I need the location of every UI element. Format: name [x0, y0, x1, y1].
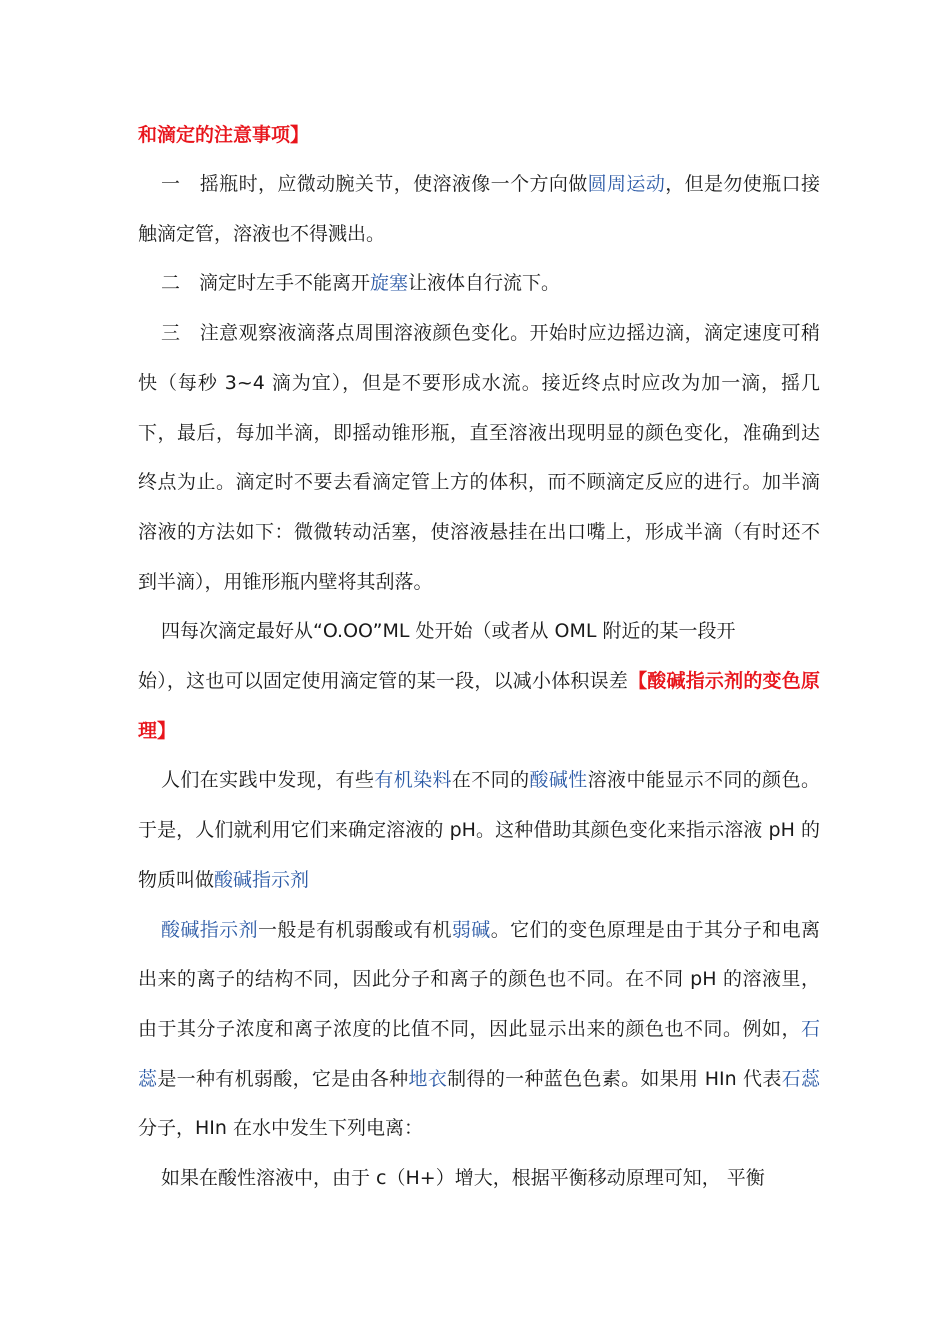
paragraph-2-text-b: 让液体自行流下。: [408, 272, 561, 295]
paragraph-3: 三 注意观察液滴落点周围溶液颜色变化。开始时应边摇边滴，滴定速度可稍快（每秒 3~4 滴为宜），但是不要形成水流。接近终点时应改为加一滴，摇几下，最后，每加半滴，即摇动锥形瓶，直至溶液出现明显的颜色变化，准确到达终点为止。滴定时不要去看滴定管上方的体积，而不顾滴定反应的进行。加半滴溶液的方法如下：微微转动活塞，使溶液悬挂在出口嘴上，形成半滴（有时还不到半滴），用锥形瓶内壁将其刮落。: [138, 322, 820, 593]
paragraph-6-text-d: 制得的一种蓝色色素。如果用 HIn 代表: [447, 1067, 782, 1090]
paragraph-7: 如果在酸性溶液中，由于 c（H+）增大，根据平衡移动原理可知， 平衡: [161, 1167, 765, 1190]
section-heading-titration-notes: 和滴定的注意事项】: [138, 124, 310, 146]
paragraph-4: [138, 657, 820, 756]
link-acid-base-indicator[interactable]: 酸碱指示剂: [214, 868, 310, 891]
paragraph-1-text-b: ，但是勿使瓶口接触滴定管，溶液也不得溅出。: [138, 173, 820, 245]
paragraph-5-text-c: 溶液中能显示不同的颜色。于是，人们就利用它们来确定溶液的 pH。这种借助其颜色变化来指示溶液 pH 的物质叫做: [138, 769, 820, 891]
paragraph-5-text-b: 在不同的: [451, 769, 530, 792]
paragraph-6: [138, 906, 820, 1155]
paragraph-2-text-a: 二 滴定时左手不能离开: [161, 272, 371, 295]
paragraph-5-text-a: 人们在实践中发现，有些: [161, 769, 375, 792]
link-acid-base-indicator-2[interactable]: 酸碱指示剂: [161, 918, 258, 941]
document-page: [138, 110, 820, 1204]
paragraph-6-text-e: 分子，HIn 在水中发生下列电离：: [138, 1117, 423, 1140]
link-lichen[interactable]: 地衣: [408, 1067, 448, 1090]
link-circular-motion[interactable]: 圆周运动: [587, 173, 666, 195]
link-litmus[interactable]: 石蕊: [138, 1017, 820, 1090]
link-litmus-2[interactable]: 石蕊: [781, 1067, 820, 1090]
link-weak-base[interactable]: 弱碱: [451, 918, 491, 941]
paragraph-1: [138, 160, 820, 259]
link-organic-dye[interactable]: 有机染料: [374, 769, 452, 792]
paragraph-6-text-a: 一般是有机弱酸或有机: [257, 918, 452, 941]
section-heading-indicator-principle: 【酸碱指示剂的变色原理】: [138, 670, 820, 742]
paragraph-5: [138, 756, 820, 905]
paragraph-1-text-a: 一 摇瓶时，应微动腕关节，使溶液像一个方向做: [161, 173, 588, 195]
link-acidity-alkalinity[interactable]: 酸碱性: [529, 769, 588, 792]
paragraph-4-text-a: 始），这也可以固定使用滴定管的某一段，以减小体积误差: [138, 670, 629, 693]
paragraph-4-line-1: 四每次滴定最好从“O.OO”ML 处开始（或者从 OML 附近的某一段开: [161, 620, 736, 643]
paragraph-2: [138, 259, 820, 309]
paragraph-6-text-c: 是一种有机弱酸，它是由各种: [157, 1067, 409, 1090]
paragraph-6-text-b: 。它们的变色原理是由于其分子和电离出来的离子的结构不同，因此分子和离子的颜色也不同。在不同 pH 的溶液里，由于其分子浓度和离子浓度的比值不同，因此显示出来的颜色也不同。例如，: [138, 918, 820, 1040]
link-stopcock[interactable]: 旋塞: [370, 272, 409, 295]
